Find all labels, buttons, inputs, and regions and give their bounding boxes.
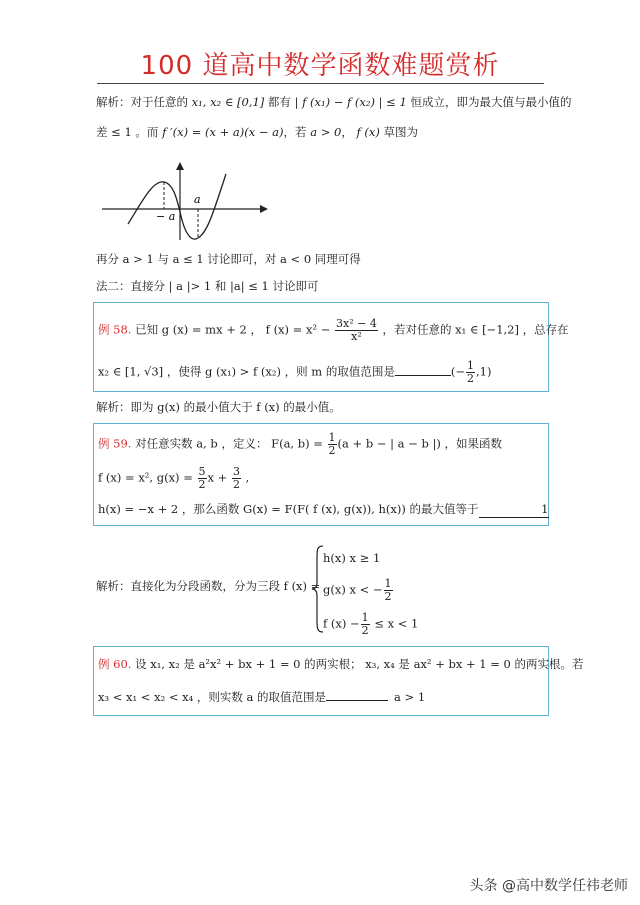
example-60-line-2 [98, 689, 425, 705]
denominator: 2 [232, 478, 240, 491]
answer-blank [395, 375, 451, 376]
math: f (x) [356, 125, 380, 139]
denominator: 2 [361, 624, 369, 637]
text: , [241, 470, 250, 485]
fraction [361, 612, 370, 637]
text: 恒成立，即为最大值与最小值的 [406, 95, 572, 109]
text: ≤ x < 1 [370, 616, 419, 631]
fraction [466, 360, 475, 385]
page-title: 100 道高中数学函数难题赏析 [140, 51, 500, 81]
denominator: 2 [328, 444, 336, 457]
example-58-line-1 [98, 318, 569, 343]
example-59-line-3 [98, 501, 549, 518]
example-60-line-1 [98, 656, 584, 672]
derivative-sketch-graph [98, 160, 270, 242]
answer-blank [479, 501, 549, 518]
text: 设 x₁, x₂ 是 a²x² + bx + 1 = 0 的两实根； x₃, x₄ 是 ax² + bx + 1 = 0 的两实根。若 [131, 657, 584, 671]
y-axis-arrow [176, 162, 184, 170]
denominator: x² [351, 330, 362, 343]
fraction [198, 466, 207, 491]
numerator: 5 [198, 465, 206, 478]
numerator: 1 [466, 359, 474, 372]
piecewise-case-1: h(x) x ≥ 1 [323, 551, 381, 565]
text: h(x) = −x + 2 ，那么函数 G(x) = F(F( f (x), g(x)), h(x)) 的最大值等于 [98, 502, 479, 516]
math: | f (x₁) − f (x₂) | ≤ 1 [294, 95, 407, 109]
watermark-footer: 头条 @高中数学任祎老师 [469, 878, 628, 894]
math: f ′(x) = (x + a)(x − a) [162, 125, 284, 139]
text: x + [207, 470, 231, 485]
example-58-line-2 [98, 360, 491, 385]
example-label: 例 60. [98, 657, 132, 671]
text: x₂ ∈ [1, √3] ，使得 g (x₁) > f (x₂) ，则 m 的取值范围是 [98, 364, 395, 379]
answer-text: 1 [541, 502, 549, 516]
piecewise-case-2 [323, 578, 394, 603]
text: (a + b − | a − b |) ，如果函数 [337, 436, 502, 451]
analysis-line-1 [96, 94, 571, 110]
text: 已知 g (x) = mx + 2 ， f (x) = x² − [131, 322, 335, 337]
numerator: 1 [384, 577, 392, 590]
fraction [384, 578, 393, 603]
fraction [232, 466, 241, 491]
example-label: 例 59. [98, 436, 132, 451]
math: x₁, x₂ ∈ [0,1] [191, 95, 265, 109]
denominator: 2 [466, 372, 474, 385]
analysis-59-lead: 解析：直接化为分段函数，分为三段 f (x) = [96, 579, 321, 593]
title-divider [97, 83, 544, 84]
denominator: 2 [198, 478, 206, 491]
text: 都有 [264, 95, 295, 109]
example-label: 例 58. [98, 322, 132, 337]
numerator: 1 [361, 611, 369, 624]
answer-text: ,1) [475, 364, 492, 379]
text: 草图为 [379, 125, 418, 139]
text: 对任意实数 a, b ，定义： F(a, b) = [131, 436, 327, 451]
text: g(x) x < − [323, 582, 383, 597]
analysis-line-2 [96, 124, 418, 140]
example-59-line-1 [98, 432, 502, 457]
denominator: 2 [384, 590, 392, 603]
text: ，若对任意的 x₁ ∈ [−1,2] ，总存在 [378, 322, 569, 337]
piecewise-case-3 [323, 612, 418, 637]
answer-text: (− [450, 364, 465, 379]
text: ，若 [283, 125, 311, 139]
answer-blank [326, 700, 388, 701]
numerator: 3x² − 4 [336, 317, 377, 330]
label-neg-a: − a [156, 210, 176, 223]
label-a: a [194, 193, 201, 206]
brace-shape [312, 546, 323, 632]
text: 解析：对于任意的 [96, 95, 192, 109]
answer-text: a > 1 [394, 690, 426, 704]
text: ， [341, 125, 357, 139]
x-axis-arrow [260, 205, 268, 213]
text: f (x) = x², g(x) = [98, 470, 197, 485]
curve [128, 174, 226, 239]
fraction [328, 432, 337, 457]
analysis-line-3: 再分 a > 1 与 a ≤ 1 讨论即可，对 a < 0 同理可得 [96, 252, 361, 266]
text: x₃ < x₁ < x₂ < x₄ ，则实数 a 的取值范围是 [98, 690, 327, 704]
analysis-58: 解析：即为 g(x) 的最小值大于 f (x) 的最小值。 [96, 400, 341, 414]
numerator: 3 [232, 465, 240, 478]
example-59-line-2 [98, 466, 249, 491]
text: 差 ≤ 1 。而 [96, 125, 163, 139]
numerator: 1 [328, 431, 336, 444]
text: f (x) − [323, 616, 360, 631]
fraction [335, 318, 378, 343]
math: a > 0 [310, 125, 342, 139]
analysis-line-4: 法二：直接分 | a |> 1 和 |a| ≤ 1 讨论即可 [96, 279, 319, 293]
